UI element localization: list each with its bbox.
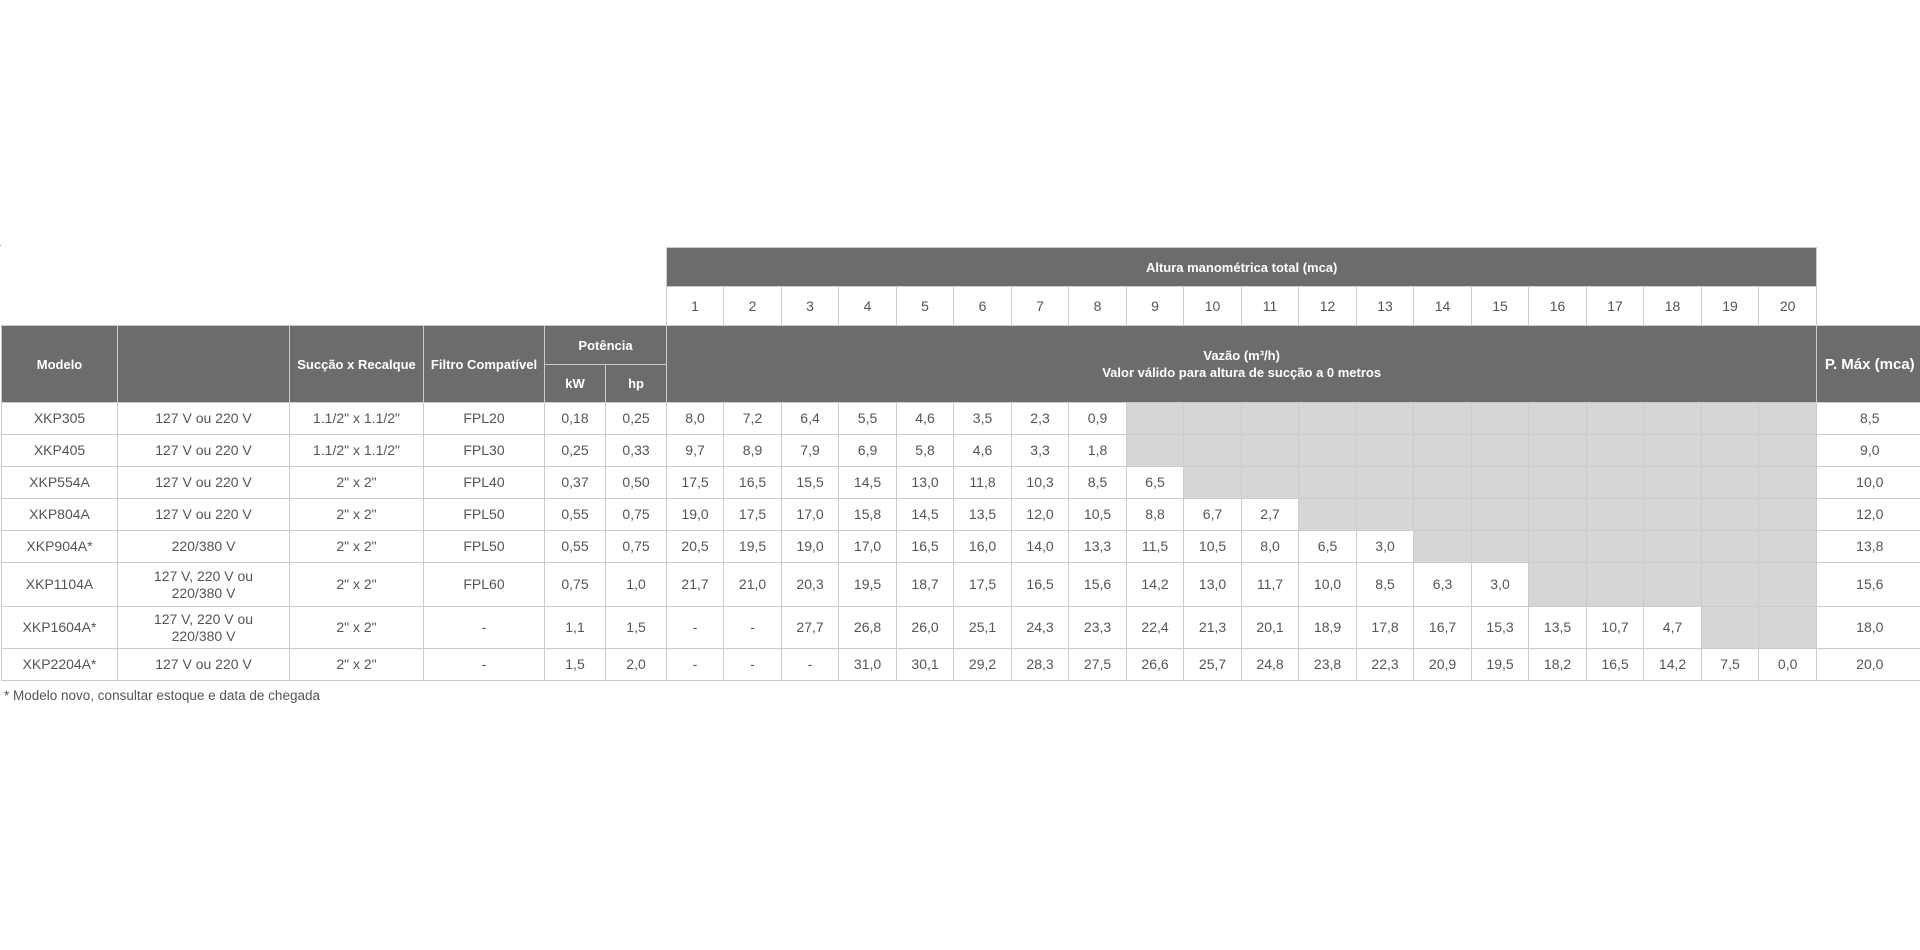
cell-vazao: 0,0 — [1759, 649, 1817, 681]
altura-col-11: 11 — [1242, 287, 1299, 326]
cell-vazao — [1529, 403, 1587, 435]
cell-vazao: 0,9 — [1069, 403, 1127, 435]
tensao-line-2: 220/380 V — [171, 584, 236, 601]
cell-vazao — [1702, 467, 1759, 499]
cell-modelo: XKP804A — [2, 499, 118, 531]
cell-vazao: 20,3 — [782, 563, 839, 607]
cell-vazao: 19,5 — [1472, 649, 1529, 681]
altura-col-15: 15 — [1472, 287, 1529, 326]
altura-col-20: 20 — [1759, 287, 1817, 326]
cell-vazao: - — [667, 649, 724, 681]
cell-vazao: - — [724, 649, 782, 681]
cell-vazao: 7,5 — [1702, 649, 1759, 681]
cell-vazao: 23,3 — [1069, 607, 1127, 649]
cell-vazao: 16,5 — [897, 531, 954, 563]
cell-vazao: 17,5 — [724, 499, 782, 531]
cell-vazao: 10,5 — [1069, 499, 1127, 531]
cell-kw: 0,18 — [545, 403, 606, 435]
cell-vazao: 17,5 — [667, 467, 724, 499]
table-row — [2, 499, 1920, 531]
cell-vazao: 14,2 — [1644, 649, 1702, 681]
cell-vazao: 15,6 — [1069, 563, 1127, 607]
altura-col-13: 13 — [1357, 287, 1414, 326]
cell-vazao — [1414, 531, 1472, 563]
cell-vazao — [1414, 403, 1472, 435]
vazao-line-1: Vazão (m³/h) — [1203, 348, 1280, 363]
cell-kw: 1,5 — [545, 649, 606, 681]
cell-vazao — [1759, 531, 1817, 563]
cell-tensao — [118, 607, 290, 649]
altura-col-1: 1 — [667, 287, 724, 326]
cell-vazao: 26,6 — [1127, 649, 1184, 681]
cell-succao: 2" x 2" — [290, 467, 424, 499]
cell-vazao: 3,0 — [1357, 531, 1414, 563]
altura-col-17: 17 — [1587, 287, 1644, 326]
altura-col-16: 16 — [1529, 287, 1587, 326]
cell-vazao: 23,8 — [1299, 649, 1357, 681]
cell-vazao — [1587, 435, 1644, 467]
cell-tensao: 220/380 V — [118, 531, 290, 563]
cell-vazao: 16,0 — [954, 531, 1012, 563]
cell-succao: 2" x 2" — [290, 649, 424, 681]
cell-vazao — [1472, 499, 1529, 531]
cell-pmax: 13,8 — [1817, 531, 1920, 563]
cell-vazao — [1299, 403, 1357, 435]
cell-vazao: 14,5 — [897, 499, 954, 531]
table-row — [2, 435, 1920, 467]
cell-vazao: 3,3 — [1012, 435, 1069, 467]
cell-pmax: 10,0 — [1817, 467, 1920, 499]
cell-hp: 0,50 — [606, 467, 667, 499]
cell-hp: 1,0 — [606, 563, 667, 607]
cell-vazao — [1587, 499, 1644, 531]
cell-pmax: 12,0 — [1817, 499, 1920, 531]
cell-vazao — [1299, 467, 1357, 499]
cell-vazao: 11,7 — [1242, 563, 1299, 607]
cell-vazao — [1529, 499, 1587, 531]
cell-vazao: 8,0 — [667, 403, 724, 435]
cell-vazao: 5,5 — [839, 403, 897, 435]
cell-vazao — [1529, 531, 1587, 563]
cell-vazao — [1759, 607, 1817, 649]
cell-vazao — [1472, 403, 1529, 435]
cell-vazao: 6,9 — [839, 435, 897, 467]
altura-col-14: 14 — [1414, 287, 1472, 326]
cell-vazao — [1587, 403, 1644, 435]
cell-vazao: 20,1 — [1242, 607, 1299, 649]
tensao-line-1: 127 V, 220 V ou — [153, 567, 254, 584]
cell-vazao: 10,3 — [1012, 467, 1069, 499]
cell-modelo: XKP1104A — [2, 563, 118, 607]
cell-vazao: 8,5 — [1357, 563, 1414, 607]
cell-vazao — [1759, 499, 1817, 531]
altura-col-8: 8 — [1069, 287, 1127, 326]
cell-vazao — [1702, 563, 1759, 607]
cell-vazao — [1529, 467, 1587, 499]
header-succao: Sucção x Recalque — [290, 326, 424, 403]
cell-pmax: 9,0 — [1817, 435, 1920, 467]
cell-vazao: 4,7 — [1644, 607, 1702, 649]
cell-kw: 0,55 — [545, 531, 606, 563]
cell-vazao: 14,2 — [1127, 563, 1184, 607]
cell-hp: 1,5 — [606, 607, 667, 649]
cell-vazao — [1472, 531, 1529, 563]
cell-vazao: 25,1 — [954, 607, 1012, 649]
cell-vazao: 24,3 — [1012, 607, 1069, 649]
altura-col-9: 9 — [1127, 287, 1184, 326]
cell-modelo: XKP554A — [2, 467, 118, 499]
cell-vazao — [1472, 467, 1529, 499]
cell-vazao — [1759, 563, 1817, 607]
header-hp: hp — [606, 365, 667, 403]
cell-modelo: XKP305 — [2, 403, 118, 435]
cell-vazao: 17,0 — [839, 531, 897, 563]
cell-vazao — [1472, 435, 1529, 467]
cell-vazao — [1644, 403, 1702, 435]
cell-vazao: 26,0 — [897, 607, 954, 649]
cell-hp: 0,25 — [606, 403, 667, 435]
cell-modelo: XKP2204A* — [2, 649, 118, 681]
cell-succao: 2" x 2" — [290, 531, 424, 563]
cell-vazao: 6,7 — [1184, 499, 1242, 531]
altura-col-12: 12 — [1299, 287, 1357, 326]
cell-vazao: 25,7 — [1184, 649, 1242, 681]
cell-vazao — [1357, 435, 1414, 467]
cell-vazao: 19,0 — [782, 531, 839, 563]
cell-vazao — [1644, 531, 1702, 563]
footnote: * Modelo novo, consultar estoque e data de chegada — [4, 688, 320, 703]
header-tensao — [118, 326, 290, 403]
cell-vazao: 17,5 — [954, 563, 1012, 607]
cell-filtro: FPL50 — [424, 499, 545, 531]
cell-vazao: 7,9 — [782, 435, 839, 467]
cell-tensao: 127 V ou 220 V — [118, 467, 290, 499]
cell-tensao: 127 V ou 220 V — [118, 435, 290, 467]
cell-filtro: FPL30 — [424, 435, 545, 467]
cell-vazao: - — [782, 649, 839, 681]
cell-vazao: 13,5 — [954, 499, 1012, 531]
cell-vazao: 7,2 — [724, 403, 782, 435]
cell-vazao: 10,7 — [1587, 607, 1644, 649]
cell-kw: 0,25 — [545, 435, 606, 467]
table-row — [2, 607, 1920, 649]
cell-vazao: 30,1 — [897, 649, 954, 681]
altura-col-5: 5 — [897, 287, 954, 326]
cell-vazao: 12,0 — [1012, 499, 1069, 531]
cell-vazao: 4,6 — [954, 435, 1012, 467]
cell-pmax: 15,6 — [1817, 563, 1920, 607]
cell-vazao: 26,8 — [839, 607, 897, 649]
cell-vazao — [1414, 467, 1472, 499]
tensao-line-2: 220/380 V — [171, 627, 236, 644]
cell-vazao: 1,8 — [1069, 435, 1127, 467]
cell-vazao — [1414, 499, 1472, 531]
cell-vazao — [1357, 467, 1414, 499]
cell-vazao: 19,0 — [667, 499, 724, 531]
cell-vazao: 8,9 — [724, 435, 782, 467]
altura-col-6: 6 — [954, 287, 1012, 326]
cell-vazao: 29,2 — [954, 649, 1012, 681]
cell-vazao — [1299, 435, 1357, 467]
cell-vazao: 31,0 — [839, 649, 897, 681]
cell-vazao — [1299, 499, 1357, 531]
cell-vazao — [1644, 499, 1702, 531]
cell-hp: 2,0 — [606, 649, 667, 681]
cell-vazao: 21,3 — [1184, 607, 1242, 649]
cell-vazao — [1759, 467, 1817, 499]
altura-title: Altura manométrica total (mca) — [667, 248, 1817, 287]
cell-vazao: 18,9 — [1299, 607, 1357, 649]
cell-vazao — [1759, 435, 1817, 467]
cell-vazao: 24,8 — [1242, 649, 1299, 681]
altura-col-2: 2 — [724, 287, 782, 326]
cell-vazao — [1127, 403, 1184, 435]
cell-modelo: XKP405 — [2, 435, 118, 467]
cell-vazao: 18,7 — [897, 563, 954, 607]
cell-vazao: - — [667, 607, 724, 649]
cell-vazao — [1702, 531, 1759, 563]
cell-vazao: 20,5 — [667, 531, 724, 563]
header-potencia: Potência — [545, 326, 667, 365]
cell-pmax: 18,0 — [1817, 607, 1920, 649]
cell-vazao: 4,6 — [897, 403, 954, 435]
cell-hp: 0,75 — [606, 531, 667, 563]
cell-vazao: 16,5 — [1587, 649, 1644, 681]
cell-vazao: 17,0 — [782, 499, 839, 531]
cell-vazao: 3,5 — [954, 403, 1012, 435]
table-row — [2, 563, 1920, 607]
cell-kw: 0,75 — [545, 563, 606, 607]
cell-vazao — [1414, 435, 1472, 467]
cell-modelo: XKP904A* — [2, 531, 118, 563]
cell-vazao: 15,8 — [839, 499, 897, 531]
cell-vazao — [1702, 403, 1759, 435]
blank-spacer — [1817, 287, 1920, 326]
cell-vazao: 21,7 — [667, 563, 724, 607]
cell-vazao: - — [724, 607, 782, 649]
cell-succao: 2" x 2" — [290, 607, 424, 649]
cell-vazao: 17,8 — [1357, 607, 1414, 649]
cell-vazao — [1587, 563, 1644, 607]
cell-filtro: FPL50 — [424, 531, 545, 563]
table-row — [2, 531, 1920, 563]
cell-vazao — [1242, 467, 1299, 499]
cell-tensao: 127 V ou 220 V — [118, 649, 290, 681]
cell-succao: 1.1/2" x 1.1/2" — [290, 403, 424, 435]
cell-filtro: FPL40 — [424, 467, 545, 499]
table-row — [2, 467, 1920, 499]
cell-vazao: 8,0 — [1242, 531, 1299, 563]
cell-vazao: 16,5 — [1012, 563, 1069, 607]
altura-col-3: 3 — [782, 287, 839, 326]
cell-succao: 2" x 2" — [290, 563, 424, 607]
cell-vazao — [1702, 435, 1759, 467]
cell-kw: 1,1 — [545, 607, 606, 649]
cell-vazao: 6,3 — [1414, 563, 1472, 607]
cell-vazao: 10,0 — [1299, 563, 1357, 607]
cell-filtro: - — [424, 649, 545, 681]
cell-vazao: 10,5 — [1184, 531, 1242, 563]
cell-vazao: 13,5 — [1529, 607, 1587, 649]
table-row — [2, 649, 1920, 681]
cell-vazao: 6,5 — [1299, 531, 1357, 563]
cell-hp: 0,75 — [606, 499, 667, 531]
altura-col-19: 19 — [1702, 287, 1759, 326]
cell-vazao: 15,3 — [1472, 607, 1529, 649]
cell-tensao: 127 V ou 220 V — [118, 499, 290, 531]
cell-vazao: 15,5 — [782, 467, 839, 499]
cell-vazao — [1587, 467, 1644, 499]
cell-kw: 0,37 — [545, 467, 606, 499]
cell-vazao — [1184, 403, 1242, 435]
cell-vazao: 6,4 — [782, 403, 839, 435]
cell-hp: 0,33 — [606, 435, 667, 467]
cell-vazao — [1242, 435, 1299, 467]
cell-vazao: 27,5 — [1069, 649, 1127, 681]
cell-succao: 2" x 2" — [290, 499, 424, 531]
cell-vazao — [1357, 403, 1414, 435]
cell-pmax: 8,5 — [1817, 403, 1920, 435]
cell-vazao: 28,3 — [1012, 649, 1069, 681]
cell-vazao — [1702, 607, 1759, 649]
header-vazao — [667, 326, 1817, 403]
cell-tensao — [118, 563, 290, 607]
cell-vazao: 19,5 — [839, 563, 897, 607]
blank-spacer — [2, 287, 667, 326]
cell-vazao: 13,3 — [1069, 531, 1127, 563]
cell-vazao: 22,4 — [1127, 607, 1184, 649]
header-filtro: Filtro Compatível — [424, 326, 545, 403]
cell-vazao — [1644, 467, 1702, 499]
cell-vazao: 2,7 — [1242, 499, 1299, 531]
cell-vazao — [1184, 435, 1242, 467]
altura-col-4: 4 — [839, 287, 897, 326]
cell-vazao: 11,5 — [1127, 531, 1184, 563]
corner-mark — [0, 245, 1, 246]
cell-vazao: 27,7 — [782, 607, 839, 649]
cell-vazao: 13,0 — [1184, 563, 1242, 607]
cell-filtro: FPL60 — [424, 563, 545, 607]
cell-vazao — [1644, 563, 1702, 607]
cell-vazao: 6,5 — [1127, 467, 1184, 499]
blank-spacer — [1817, 248, 1920, 287]
pump-spec-table — [1, 247, 1920, 681]
altura-col-18: 18 — [1644, 287, 1702, 326]
cell-vazao: 2,3 — [1012, 403, 1069, 435]
cell-vazao: 22,3 — [1357, 649, 1414, 681]
tensao-line-1: 127 V, 220 V ou — [153, 610, 254, 627]
cell-vazao — [1242, 403, 1299, 435]
cell-vazao — [1702, 499, 1759, 531]
cell-vazao: 9,7 — [667, 435, 724, 467]
cell-kw: 0,55 — [545, 499, 606, 531]
header-kw: kW — [545, 365, 606, 403]
cell-vazao — [1529, 563, 1587, 607]
cell-vazao: 21,0 — [724, 563, 782, 607]
table-row — [2, 403, 1920, 435]
cell-vazao: 16,7 — [1414, 607, 1472, 649]
cell-tensao: 127 V ou 220 V — [118, 403, 290, 435]
cell-vazao — [1759, 403, 1817, 435]
cell-filtro: FPL20 — [424, 403, 545, 435]
altura-col-7: 7 — [1012, 287, 1069, 326]
cell-vazao: 14,5 — [839, 467, 897, 499]
cell-vazao: 3,0 — [1472, 563, 1529, 607]
vazao-line-2: Valor válido para altura de sucção a 0 metros — [1102, 365, 1382, 380]
cell-vazao: 20,9 — [1414, 649, 1472, 681]
altura-col-10: 10 — [1184, 287, 1242, 326]
cell-vazao: 19,5 — [724, 531, 782, 563]
cell-pmax: 20,0 — [1817, 649, 1920, 681]
blank-spacer — [2, 248, 667, 287]
cell-vazao — [1127, 435, 1184, 467]
cell-vazao — [1529, 435, 1587, 467]
cell-succao: 1.1/2" x 1.1/2" — [290, 435, 424, 467]
cell-vazao — [1357, 499, 1414, 531]
header-pmax: P. Máx (mca) — [1817, 326, 1920, 403]
header-modelo: Modelo — [2, 326, 118, 403]
cell-modelo: XKP1604A* — [2, 607, 118, 649]
cell-vazao: 18,2 — [1529, 649, 1587, 681]
cell-vazao: 14,0 — [1012, 531, 1069, 563]
cell-vazao — [1644, 435, 1702, 467]
cell-vazao — [1587, 531, 1644, 563]
cell-vazao: 8,8 — [1127, 499, 1184, 531]
cell-vazao: 13,0 — [897, 467, 954, 499]
cell-vazao: 5,8 — [897, 435, 954, 467]
cell-vazao: 11,8 — [954, 467, 1012, 499]
cell-vazao: 16,5 — [724, 467, 782, 499]
cell-vazao: 8,5 — [1069, 467, 1127, 499]
cell-vazao — [1184, 467, 1242, 499]
cell-filtro: - — [424, 607, 545, 649]
